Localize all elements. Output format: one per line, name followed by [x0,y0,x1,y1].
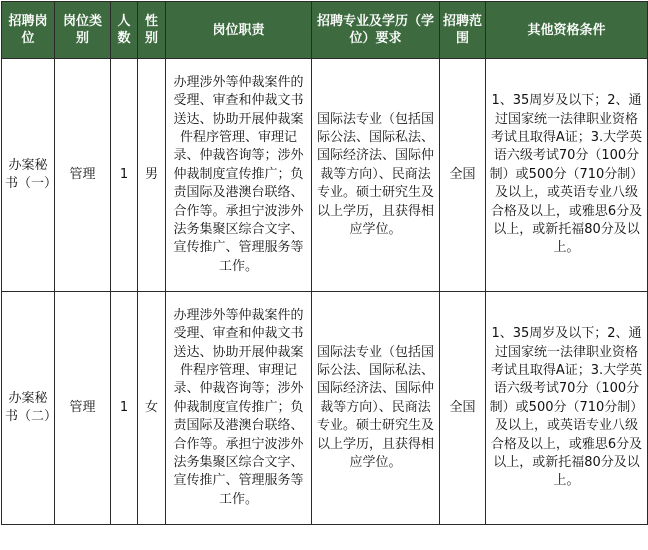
cell-count: 1 [111,292,138,525]
header-other: 其他资格条件 [486,2,648,59]
header-scope: 招聘范围 [440,2,486,59]
cell-gender: 男 [138,59,166,292]
cell-gender: 女 [138,292,166,525]
cell-other: 1、35周岁及以下；2、通过国家统一法律职业资格考试且取得A证；3.大学英语六级考试70分（100分制）或500分（710分制）及以上，或英语专业八级合格及以上，或雅思6分及以上，或新托福80分及以上。 [486,59,648,292]
header-position: 招聘岗位 [2,2,55,59]
header-gender: 性别 [138,2,166,59]
header-count: 人数 [111,2,138,59]
cell-duties: 办理涉外等仲裁案件的受理、审查和仲裁文书送达、协助开展仲裁案件程序管理、审理记录、仲裁咨询等；涉外仲裁制度宣传推广；负责国际及港澳台联络、合作等。承担宁波涉外法务集聚区综合文字、宣传推广、管理服务等工作。 [166,292,312,525]
cell-major: 国际法专业（包括国际公法、国际私法、国际经济法、国际仲裁等方向）、民商法专业。硕士研究生及以上学历，且获得相应学位。 [312,59,440,292]
header-category: 岗位类别 [55,2,111,59]
cell-scope: 全国 [440,59,486,292]
cell-position: 办案秘书（一） [2,59,55,292]
table-header-row [2,2,648,59]
cell-position: 办案秘书（二） [2,292,55,525]
recruitment-table [1,1,648,525]
cell-category: 管理 [55,59,111,292]
table-row [2,292,648,525]
cell-major: 国际法专业（包括国际公法、国际私法、国际经济法、国际仲裁等方向）、民商法专业。硕士研究生及以上学历，且获得相应学位。 [312,292,440,525]
cell-count: 1 [111,59,138,292]
cell-category: 管理 [55,292,111,525]
cell-other: 1、35周岁及以下；2、通过国家统一法律职业资格考试且取得A证；3.大学英语六级考试70分（100分制）或500分（710分制）及以上，或英语专业八级合格及以上，或雅思6分及以上，或新托福80分及以上。 [486,292,648,525]
cell-duties: 办理涉外等仲裁案件的受理、审查和仲裁文书送达、协助开展仲裁案件程序管理、审理记录、仲裁咨询等；涉外仲裁制度宣传推广；负责国际及港澳台联络、合作等。承担宁波涉外法务集聚区综合文字、宣传推广、管理服务等工作。 [166,59,312,292]
header-major: 招聘专业及学历（学位）要求 [312,2,440,59]
table-row [2,59,648,292]
cell-scope: 全国 [440,292,486,525]
header-duties: 岗位职责 [166,2,312,59]
